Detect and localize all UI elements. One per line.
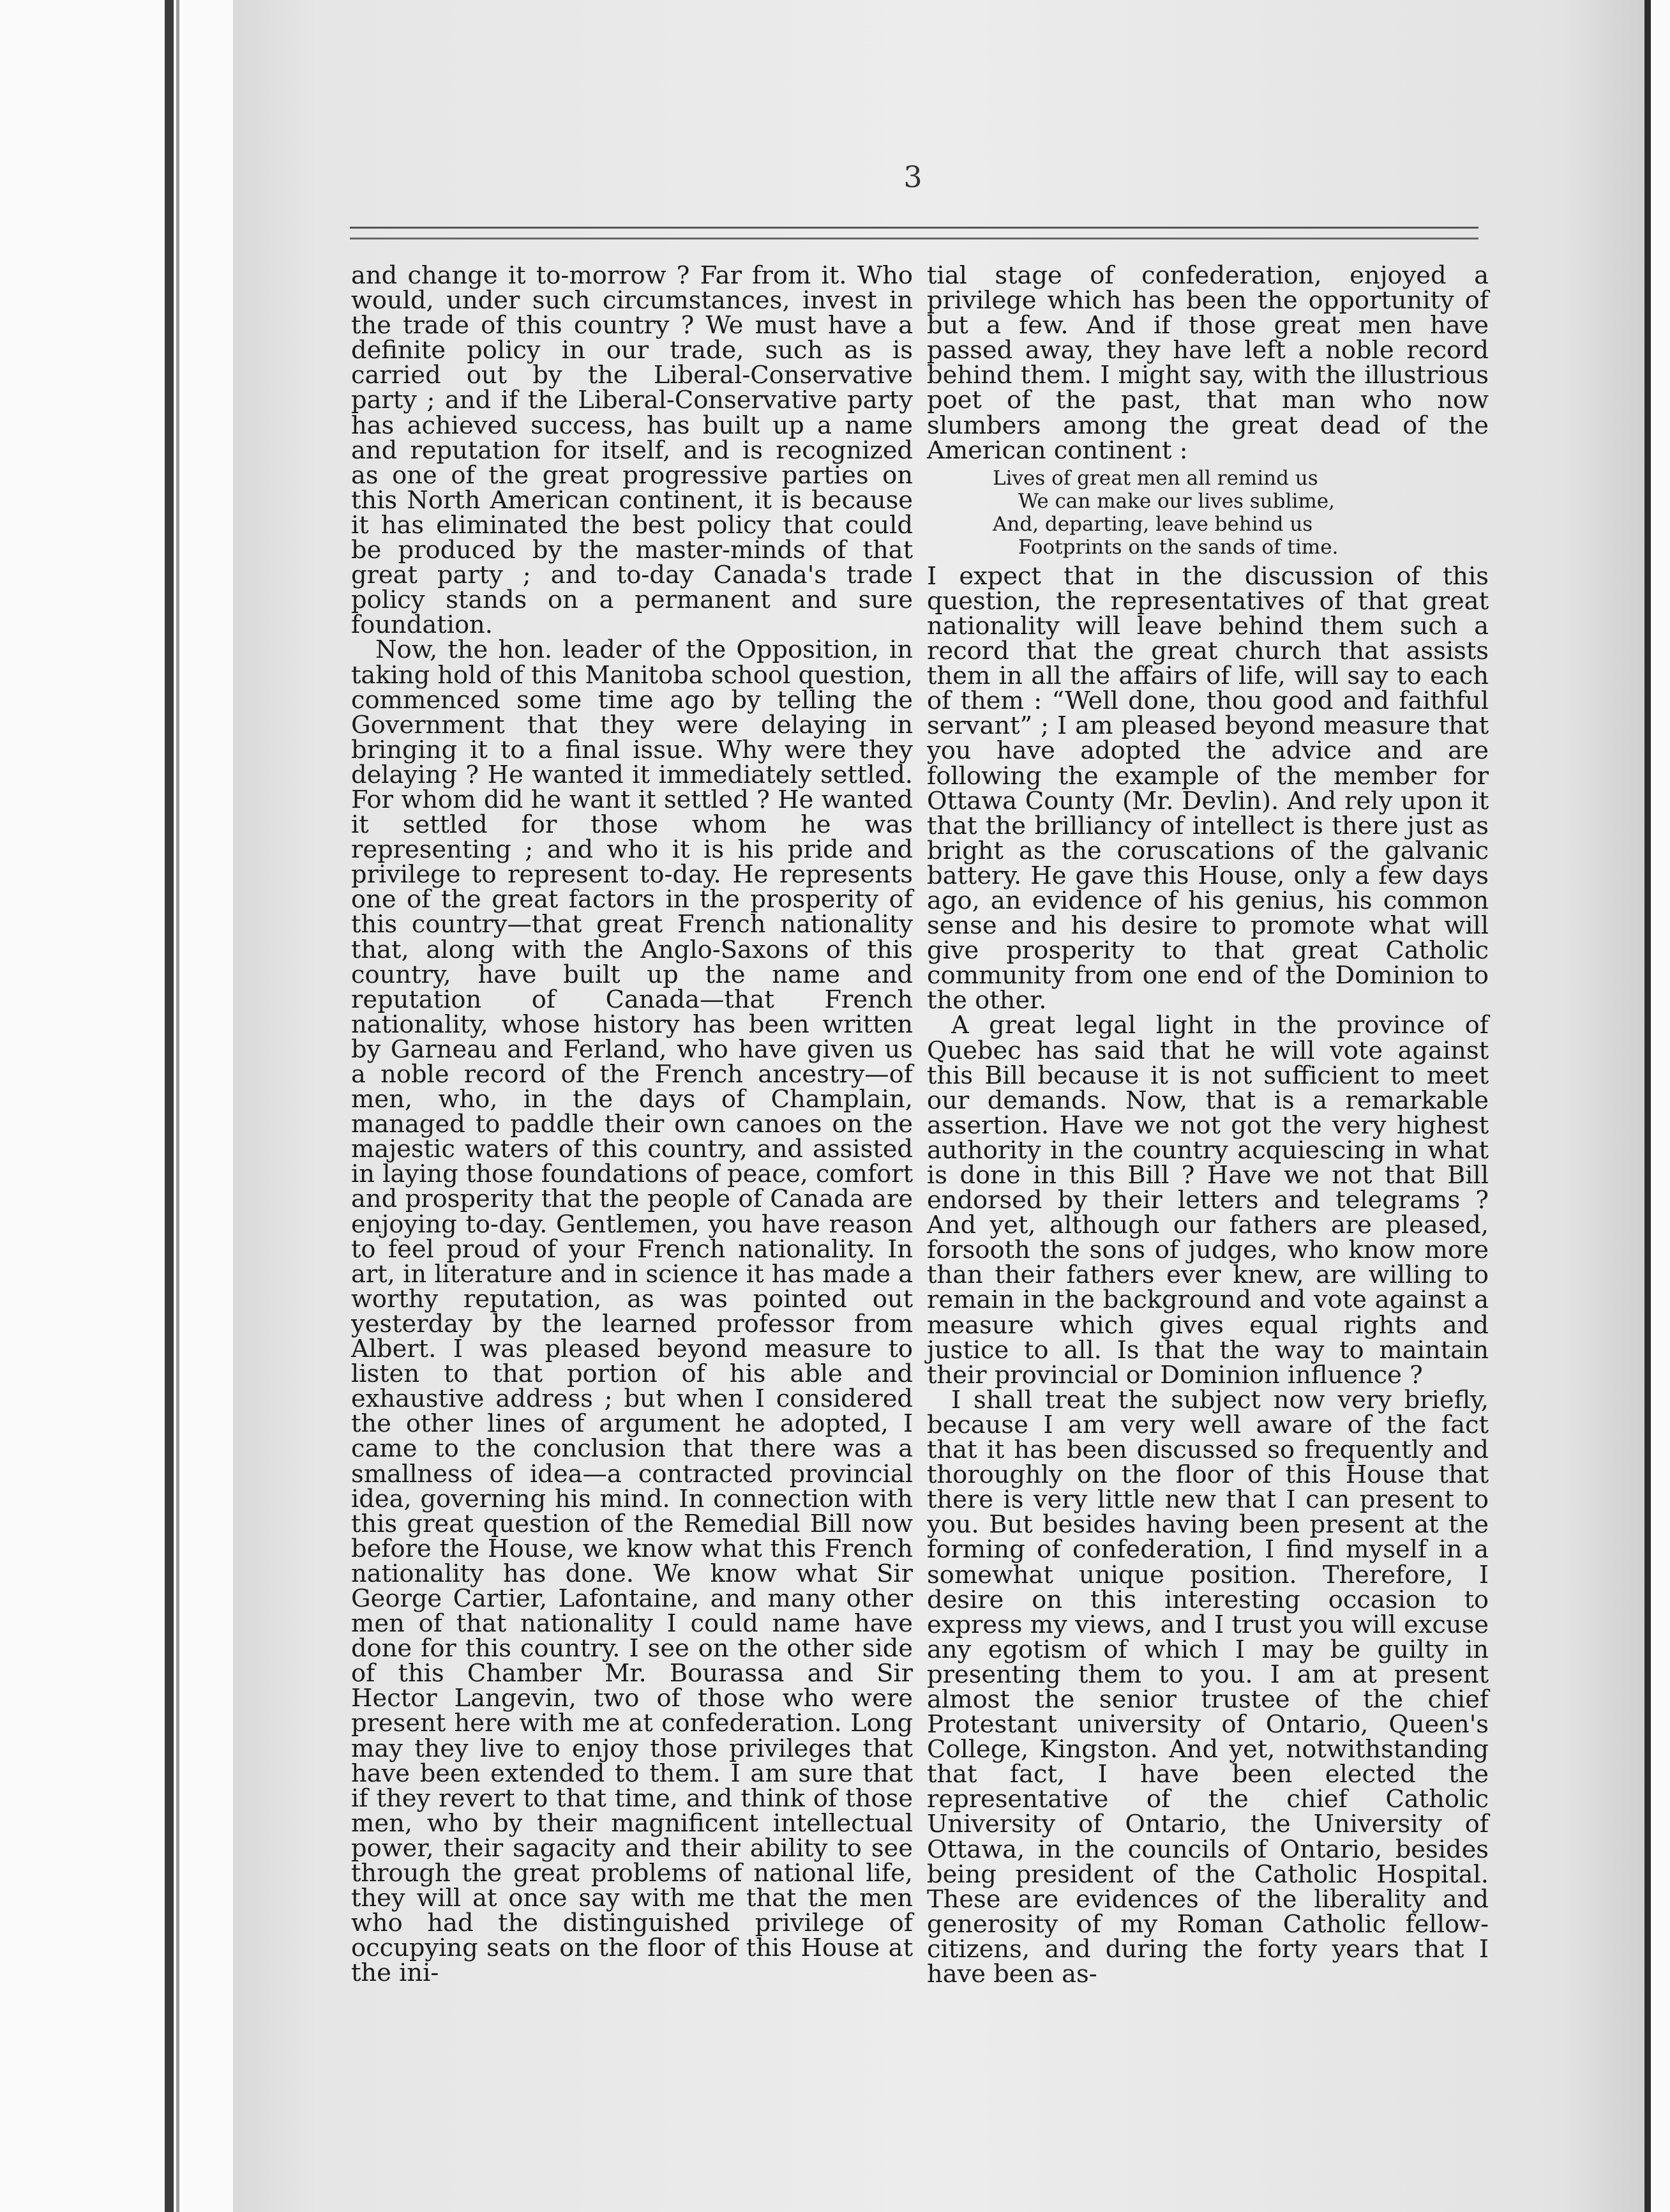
right-column: [927, 263, 1489, 1987]
verse-line: Lives of great men all remind us: [993, 466, 1318, 490]
paragraph: Now, the hon. leader of the Opposition, in taking hold of this Manitoba school question, commenced some time ago by telling the Government that they were delaying in bringing it to a final issue. Why were they delaying ? He wanted it immediately settled. For whom did he want it settled ? He wanted it settled for those whom he was representing ; and who it is his pride and privilege to represent to-day. He represents one of the great factors in the prosperity of this country—that great French nationality that, along with the Anglo-Saxons of this country, have built up the name and reputation of Canada—that French nationality, whose history has been written by Garneau and Ferland, who have given us a noble record of the French ancestry—of men, who, in the days of Champlain, managed to paddle their own canoes on the majestic waters of this country, and assisted in laying those foundations of peace, comfort and prosperity that the people of Canada are enjoying to-day. Gentlemen, you have reason to feel proud of your French nationality. In art, in literature and in science it has made a worthy reputation, as was pointed out yesterday by the learned professor from Albert. I was pleased beyond measure to listen to that portion of his able and exhaustive address ; but when I considered the other lines of argument he adopted, I came to the conclusion that there was a smallness of idea—a contracted provincial idea, governing his mind. In connection with this great question of the Remedial Bill now before the House, we know what this French nationality has done. We know what Sir George Cartier, Lafontaine, and many other men of that nationality I could name have done for this country. I see on the other side of this Chamber Mr. Bourassa and Sir Hector Langevin, two of those who were present here with me at confederation. Long may they live to enjoy those privileges that have been extended to them. I am sure that if they revert to that time, and think of those men, who by their magnificent intellectual power, their sagacity and their ability to see through the great problems of national life, they will at once say with me that the men who had the distinguished privilege of occupying seats on the floor of this House at the ini-: [351, 635, 913, 1988]
verse-line: Footprints on the sands of time.: [1018, 535, 1339, 559]
left-column: [351, 261, 913, 1988]
scan-background-left: [0, 0, 233, 2212]
book-edge-left-shadow: [176, 0, 179, 2212]
header-rule: [350, 227, 1478, 239]
verse-line: We can make our lives sublime,: [1018, 489, 1335, 513]
page-number: 3: [903, 160, 922, 194]
paragraph: I expect that in the discussion of this question, the representatives of that great nationality will leave behind them such a record that the great church that assists them in all the affairs of life, will say to each of them : “Well done, thou good and faithful servant” ; I am pleased beyond measure that you have adopted the advice and are following the example of the member for Ottawa County (Mr. Devlin). And rely upon it that the brilliancy of intellect is there just as bright as the coruscations of the galvanic battery. He gave this House, only a few days ago, an evidence of his genius, his common sense and his desire to promote what will give prosperity to that great Catholic community from one end of the Dominion to the other.: [927, 561, 1489, 1015]
paragraph: and change it to-morrow ? Far from it. Who would, under such circumstances, invest in the trade of this country ? We must have a definite policy in our trade, such as is carried out by the Liberal-Conservative party ; and if the Liberal-Conservative party has achieved success, has built up a name and reputation for itself, and is recognized as one of the great progressive parties on this North American continent, it is because it has eliminated the best policy that could be produced by the master-minds of that great party ; and to-day Canada's trade policy stands on a permanent and sure foundation.: [351, 261, 913, 640]
paragraph: I shall treat the subject now very briefly, because I am very well aware of the fact that it has been discussed so frequently and thoroughly on the floor of this House that there is very little new that I can present to you. But besides having been present at the forming of confederation, I find myself in a somewhat unique position. Therefore, I desire on this interesting occasion to express my views, and I trust you will excuse any egotism of which I may be guilty in presenting them to you. I am at present almost the senior trustee of the chief Protestant university of Ontario, Queen's College, Kingston. And yet, notwithstanding that fact, I have been elected the representative of the chief Catholic University of Ontario, the University of Ottawa, in the councils of Ontario, besides being president of the Catholic Hospital. These are evidences of the liberality and generosity of my Roman Catholic fellow-citizens, and during the forty years that I have been as-: [927, 1385, 1489, 1989]
verse-line: And, departing, leave behind us: [993, 512, 1313, 536]
paragraph: A great legal light in the province of Quebec has said that he will vote against this Bill because it is not sufficient to meet our demands. Now, that is a remarkable assertion. Have we not got the very highest authority in the country acquiescing in what is done in this Bill ? Have we not that Bill endorsed by their letters and telegrams ? And yet, although our fathers are pleased, forsooth the sons of judges, who know more than their fathers ever knew, are willing to remain in the background and vote against a measure which gives equal rights and justice to all. Is that the way to maintain their provincial or Dominion influence ?: [927, 1011, 1489, 1390]
scan-background-right: [1651, 0, 1670, 2212]
verse-quote: [993, 463, 1489, 564]
paragraph: tial stage of confederation, enjoyed a privilege which has been the opportunity of but a few. And if those great men have passed away, they have left a noble record behind them. I might say, with the illustrious poet of the past, that man who now slumbers among the great dead of the American continent :: [927, 261, 1489, 465]
book-edge-right: [1644, 0, 1651, 2212]
book-edge-left: [165, 0, 174, 2212]
